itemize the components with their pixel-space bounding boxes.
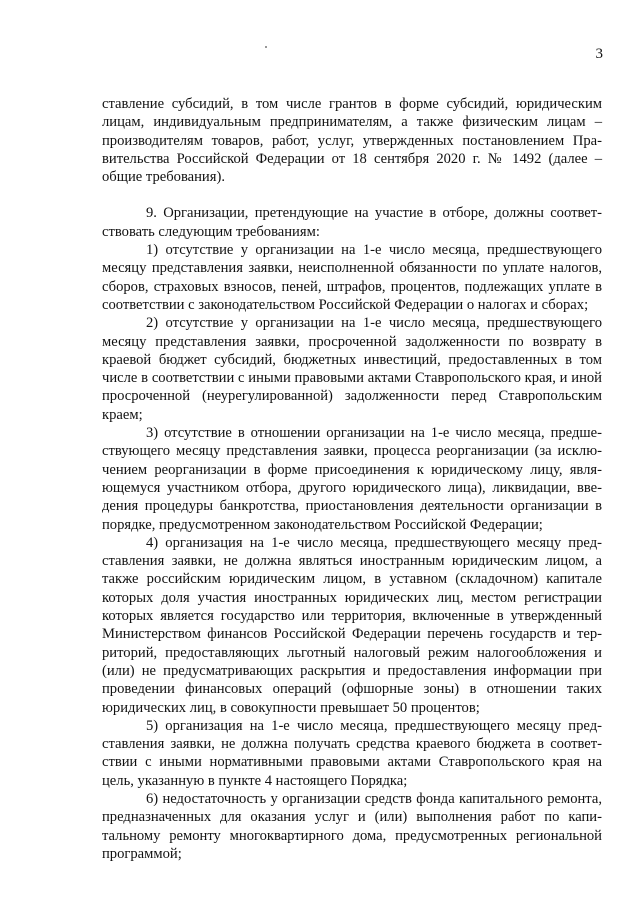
page-number: 3 [595,46,603,62]
paragraph-item-5: 5) организация на 1-е число месяца, предшествующего месяцу представления заявки, не должна получать средства краевого бюджета в соответствии с иными нормативными правовыми актами Ставропольского края на цель, указанную в пункте 4 настоящего Порядка; [102,717,602,789]
paragraph-continuation: ставление субсидий, в том числе грантов в форме субсидий, юридическим лицам, индивидуальным предпринимателям, а также физическим лицам – производителям товаров, работ, услуг, утвержденных постановлением Правительства Российской Федерации от 18 сентября 2020 г. № 1492 (далее – общие требования). [102,96,602,186]
paragraph-clause-9: 9. Организации, претендующие на участие в отборе, должны соответствовать следующим требованиям: [102,205,602,240]
document-body [102,95,602,863]
paragraph-item-2: 2) отсутствие у организации на 1-е число месяца, предшествующего месяцу представления заявки, просроченной задолженности по возврату в краевой бюджет субсидий, бюджетных инвестиций, предоставленных в том числе в соответствии с иными правовыми актами Ставропольского края, и иной просроченной (неурегулированной) задолженности перед Ставропольским краем; [102,315,602,423]
paragraph-item-4: 4) организация на 1-е число месяца, предшествующего месяцу представления заявки, не должна являться иностранным юридическим лицом, а также российским юридическим лицом, в уставном (складочном) капитале которых доля участия иностранных юридических лиц, местом регистрации которых является государство или территория, включенные в утвержденный Министерством финансов Российской Федерации перечень государств и территорий, предоставляющих льготный налоговый режим налогообложения и (или) не предусматривающих раскрытия и предоставления информации при проведении финансовых операций (офшорные зоны) в отношении таких юридических лиц, в совокупности превышает 50 процентов; [102,534,602,716]
paragraph-item-1: 1) отсутствие у организации на 1-е число месяца, предшествующего месяцу представления заявки, неисполненной обязанности по уплате налогов, сборов, страховых взносов, пеней, штрафов, процентов, подлежащих уплате в соответствии с законодательством Российской Федерации о налогах и сборах; [102,242,602,313]
paragraph-item-6: 6) недостаточность у организации средств фонда капитального ремонта, предназначенных для оказания услуг и (или) выполнения работ по капитальному ремонту многоквартирного дома, предусмотренных региональной программой; [102,790,602,862]
paragraph-item-3: 3) отсутствие в отношении организации на 1-е число месяца, предшествующего месяцу представления заявки, процесса реорганизации (за исключением реорганизации в форме присоединения к юридическому лицу, являющемуся участником отбора, другого юридического лица), ликвидации, введения процедуры банкротства, приостановления деятельности организации в порядке, предусмотренном законодательством Российской Федерации; [102,425,602,533]
scan-speck [265,46,267,48]
